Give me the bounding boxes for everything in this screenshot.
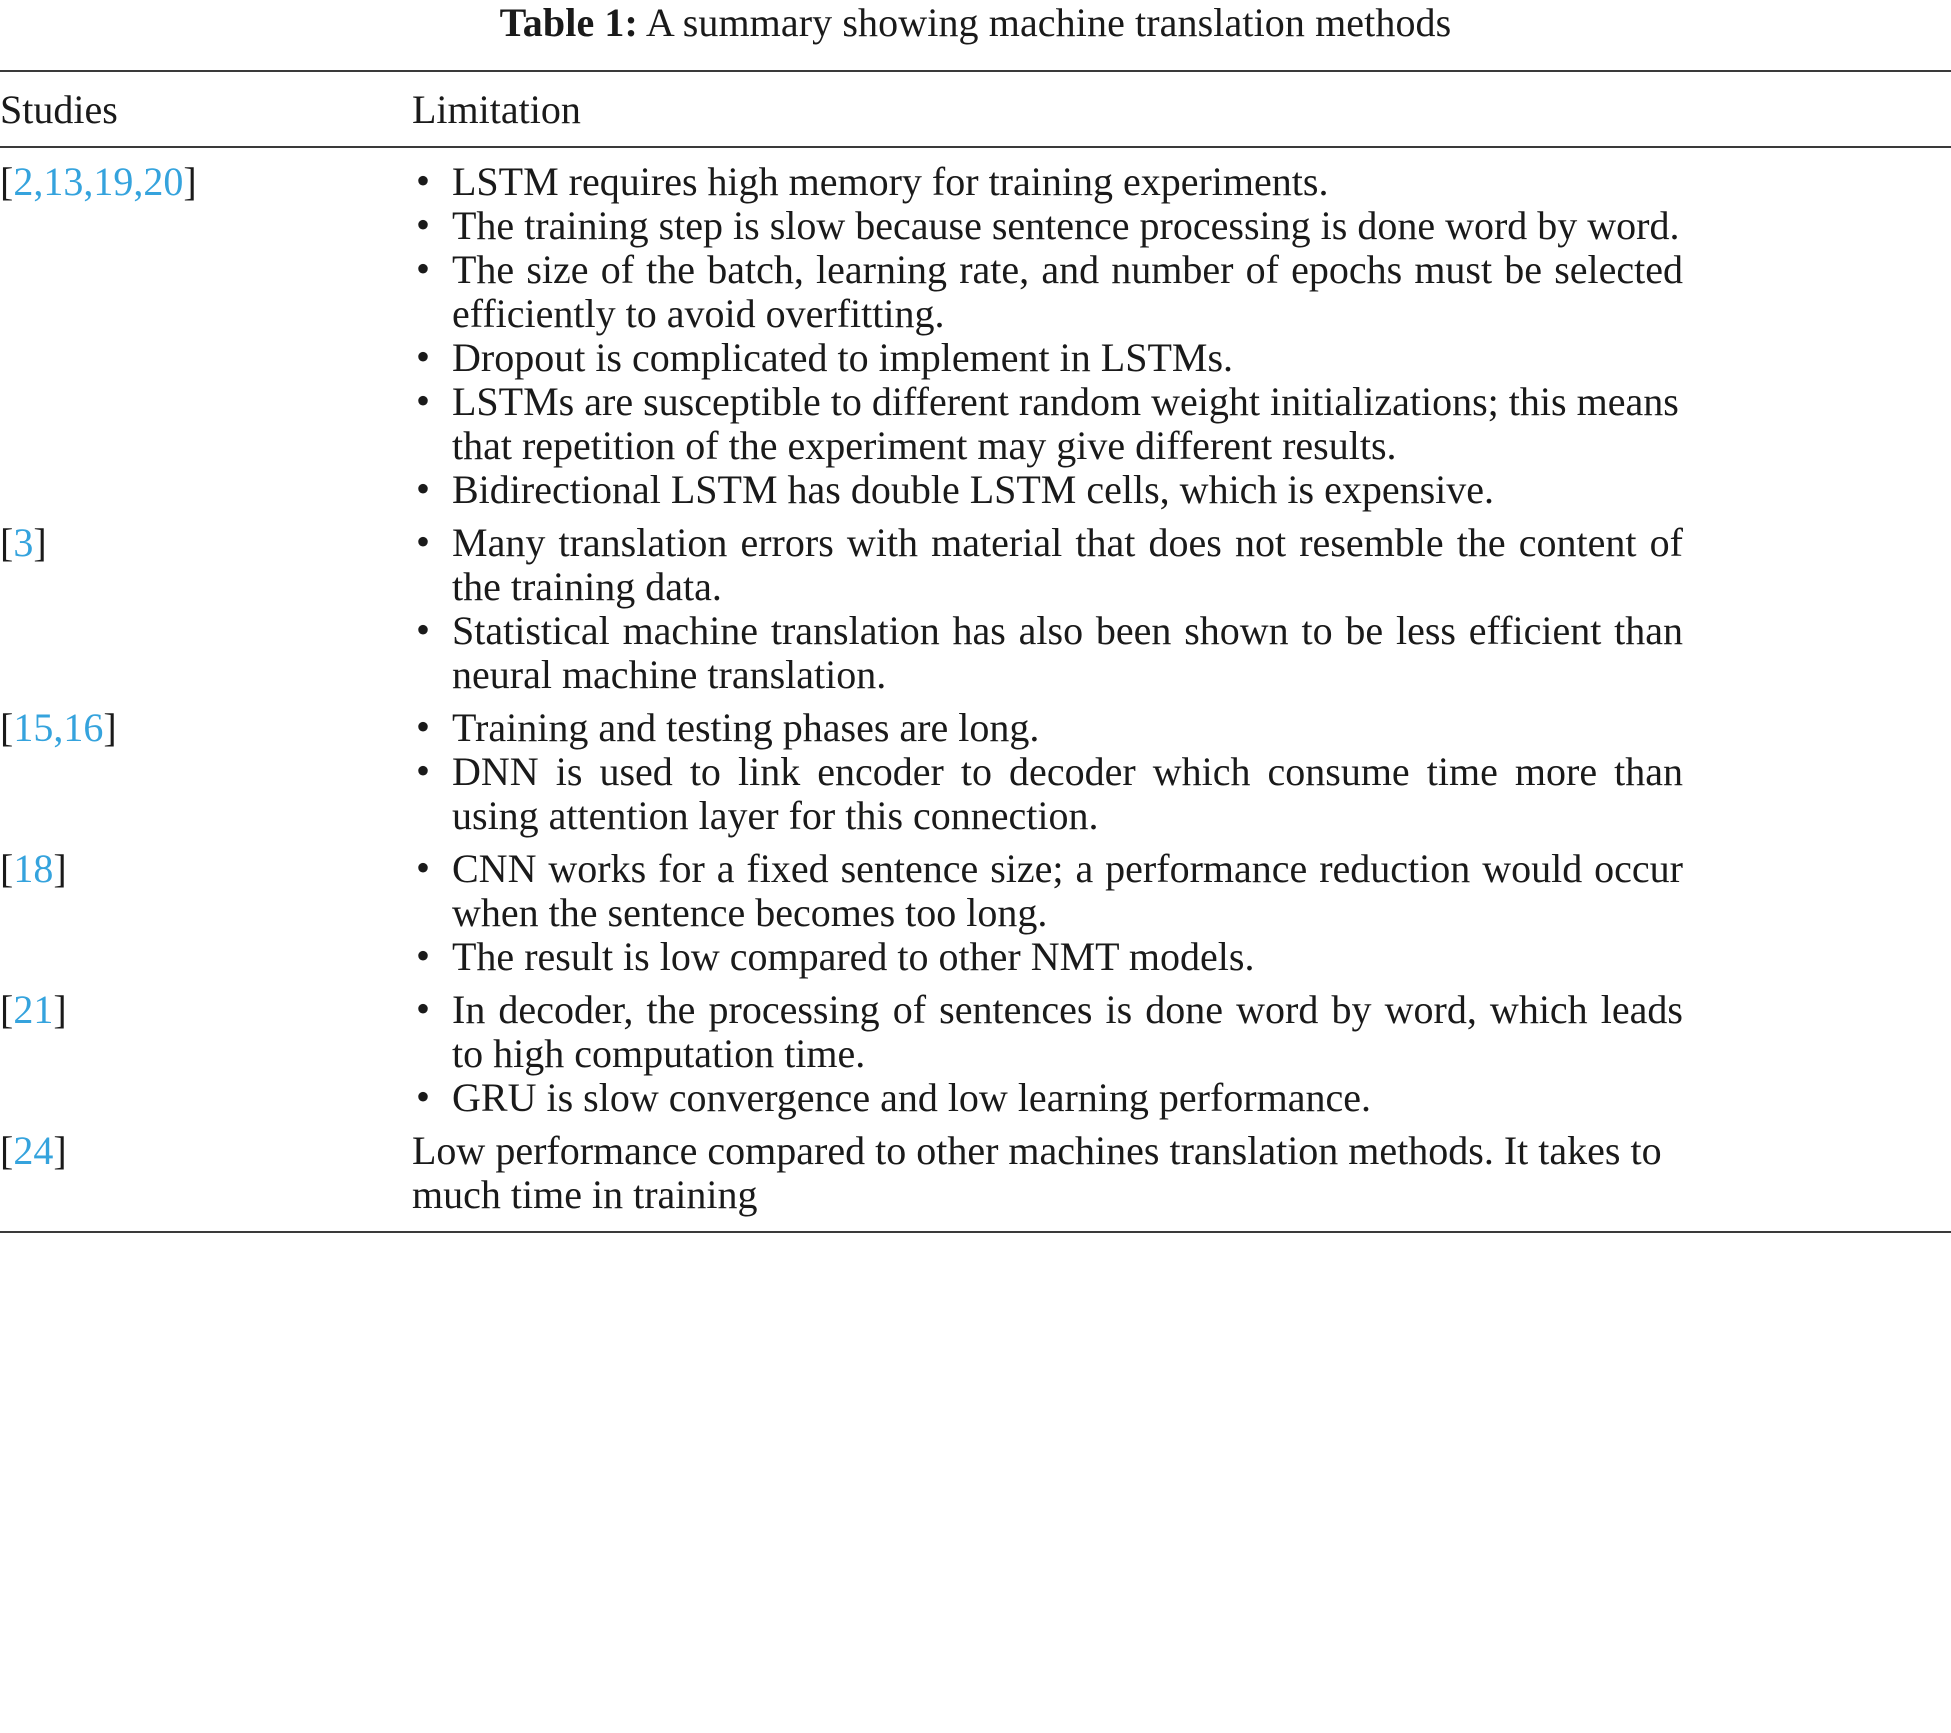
list-item: • The training step is slow because sentence processing is done word by word.: [412, 204, 1683, 248]
citation-bracket-close: ]: [103, 704, 117, 750]
limitation-cell: [412, 979, 1951, 1120]
table-row: [0, 1120, 1951, 1231]
limitation-bullet-list: [412, 988, 1683, 1120]
column-header-studies: Studies: [0, 86, 118, 132]
citation-numbers[interactable]: 2,13,19,20: [13, 158, 184, 204]
citation-bracket-open: [: [0, 158, 14, 204]
list-item: • Statistical machine translation has also been shown to be less efficient than neural machine translation.: [412, 609, 1683, 697]
citation-bracket-open: [: [0, 986, 14, 1032]
citation-bracket-open: [: [0, 845, 14, 891]
table-row: [0, 512, 1951, 697]
citation-bracket-close: ]: [183, 158, 197, 204]
table-caption-text: A summary showing machine translation methods: [645, 0, 1452, 45]
table-bottom-rule: [0, 1231, 1951, 1233]
table-header-row: [0, 72, 1951, 146]
list-item: • LSTMs are susceptible to different random weight initializations; this means that repetition of the experiment may give different results.: [412, 380, 1683, 468]
list-item: • The size of the batch, learning rate, and number of epochs must be selected efficiently to avoid overfitting.: [412, 248, 1683, 336]
studies-cell: [0, 148, 412, 512]
studies-cell: [0, 697, 412, 838]
citation-bracket-close: ]: [33, 519, 47, 565]
list-item: • GRU is slow convergence and low learning performance.: [412, 1076, 1683, 1120]
studies-cell: [0, 512, 412, 697]
table-row: [0, 148, 1951, 512]
table-row: [0, 838, 1951, 979]
table-row: [0, 697, 1951, 838]
limitation-bullet-list: [412, 521, 1683, 697]
list-item: • Many translation errors with material that does not resemble the content of the training data.: [412, 521, 1683, 609]
summary-table: [0, 72, 1951, 146]
citation-numbers[interactable]: 24: [13, 1127, 54, 1173]
limitation-cell: [412, 1120, 1951, 1231]
summary-table-body: [0, 148, 1951, 1231]
studies-cell: [0, 838, 412, 979]
studies-cell: [0, 1120, 412, 1231]
list-item: • The result is low compared to other NMT models.: [412, 935, 1683, 979]
citation-bracket-close: ]: [53, 986, 67, 1032]
citation-bracket-open: [: [0, 704, 14, 750]
limitation-cell: [412, 512, 1951, 697]
limitation-bullet-list: [412, 847, 1683, 979]
citation-bracket-open: [: [0, 519, 14, 565]
citation-bracket-close: ]: [53, 1127, 67, 1173]
limitation-cell: [412, 148, 1951, 512]
citation-numbers[interactable]: 3: [13, 519, 34, 565]
table-caption-label: Table 1:: [499, 0, 638, 45]
list-item: • DNN is used to link encoder to decoder which consume time more than using attention layer for this connection.: [412, 750, 1683, 838]
column-header-limitation: Limitation: [412, 86, 581, 132]
citation-numbers[interactable]: 18: [13, 845, 54, 891]
list-item: • LSTM requires high memory for training experiments.: [412, 160, 1683, 204]
list-item: • CNN works for a fixed sentence size; a performance reduction would occur when the sentence becomes too long.: [412, 847, 1683, 935]
limitation-bullet-list: [412, 706, 1683, 838]
list-item: • Bidirectional LSTM has double LSTM cells, which is expensive.: [412, 468, 1683, 512]
list-item: • In decoder, the processing of sentences is done word by word, which leads to high computation time.: [412, 988, 1683, 1076]
citation-bracket-close: ]: [53, 845, 67, 891]
citation-bracket-open: [: [0, 1127, 14, 1173]
table-row: [0, 979, 1951, 1120]
citation-numbers[interactable]: 15,16: [13, 704, 104, 750]
list-item: • Training and testing phases are long.: [412, 706, 1683, 750]
limitation-cell: [412, 697, 1951, 838]
list-item: • Dropout is complicated to implement in LSTMs.: [412, 336, 1683, 380]
studies-cell: [0, 979, 412, 1120]
citation-numbers[interactable]: 21: [13, 986, 54, 1032]
limitation-text: Low performance compared to other machines translation methods. It takes to much time in training: [412, 1127, 1662, 1217]
table-caption: [0, 0, 1951, 44]
limitation-bullet-list: [412, 160, 1683, 512]
limitation-cell: [412, 838, 1951, 979]
